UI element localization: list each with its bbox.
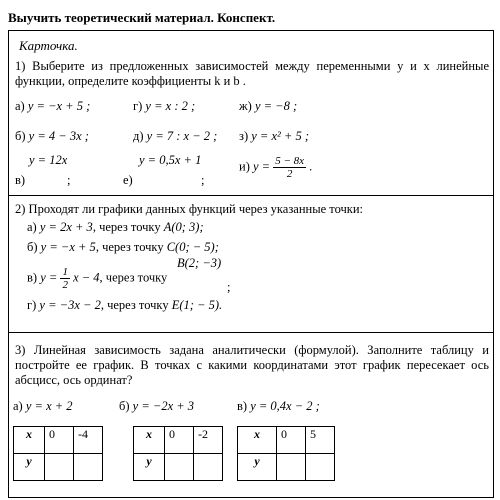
value-table-b (133, 426, 223, 481)
task-3-item-v: в) y = 0,4x − 2 ; (237, 399, 320, 413)
task-1-label-e: е) (123, 173, 133, 187)
y-value-cell[interactable] (194, 454, 223, 481)
task-2-section (9, 196, 493, 333)
value-table-c (237, 426, 335, 481)
value-table-a (13, 426, 103, 481)
task-3-text: 3) Линейная зависимость задана аналитически (формулой). Заполните таблицу и постройте ее график. В точках с какими координатами этот график пересекает ось абсцисс, ось ординат? (15, 343, 489, 387)
task-1-formula-e: y = 0,5x + 1 (139, 153, 202, 167)
table-row (238, 427, 335, 454)
card-frame (8, 30, 494, 498)
table-row (238, 454, 335, 481)
task-1-item-d: д) y = 7 : x − 2 ; (133, 129, 218, 143)
task-1-item-b: б) y = 4 − 3x ; (15, 129, 89, 143)
x-value-cell[interactable]: 0 (45, 427, 74, 454)
task-1-section (9, 31, 493, 196)
x-header: x (14, 427, 45, 454)
task-2-tail-v: ; (227, 280, 231, 294)
y-header: y (14, 454, 45, 481)
task-1-label-v: в) (15, 173, 26, 187)
task-1-tail-e: ; (201, 173, 205, 187)
x-value-cell[interactable]: 0 (277, 427, 306, 454)
task-1-formula-v: y = 12x (29, 153, 68, 167)
y-value-cell[interactable] (45, 454, 74, 481)
task-1-text: 1) Выберите из предложенных зависимостей между переменными y и x линейные функции, определите коэффициенты k и b . (15, 59, 489, 88)
card-label: Карточка. (19, 38, 78, 53)
y-value-cell[interactable] (277, 454, 306, 481)
task-1-item-g: г) y = x : 2 ; (133, 99, 196, 113)
x-header: x (238, 427, 277, 454)
x-value-cell[interactable]: -4 (74, 427, 103, 454)
task-1-item-a: а) y = −x + 5 ; (15, 99, 91, 113)
x-header: x (134, 427, 165, 454)
y-header: y (238, 454, 277, 481)
task-3-section (9, 333, 493, 497)
task-3-item-a: а) y = x + 2 (13, 399, 73, 413)
task-1-item-zh: ж) y = −8 ; (239, 99, 298, 113)
task-1-item-z: з) y = x² + 5 ; (239, 129, 309, 143)
task-1-tail-v: ; (67, 173, 71, 187)
table-row (134, 427, 223, 454)
x-value-cell[interactable]: 0 (165, 427, 194, 454)
x-value-cell[interactable]: 5 (306, 427, 335, 454)
task-2-item-g: г) y = −3x − 2, через точку E(1; − 5). (27, 298, 223, 312)
task-2-text: 2) Проходят ли графики данных функций через указанные точки: (15, 202, 364, 216)
task-2-point-b: B(2; −3) (177, 256, 222, 270)
page-title: Выучить теоретический материал. Конспект. (8, 10, 276, 25)
table-row (134, 454, 223, 481)
x-value-cell[interactable]: -2 (194, 427, 223, 454)
task-2-item-b: б) y = −x + 5, через точку C(0; − 5); (27, 240, 219, 254)
y-value-cell[interactable] (74, 454, 103, 481)
y-value-cell[interactable] (165, 454, 194, 481)
task-2-item-v: в) y = $\frac{1}{2}$ x − 4, через точку (27, 266, 168, 291)
y-value-cell[interactable] (306, 454, 335, 481)
table-row (14, 427, 103, 454)
task-2-item-a: а) y = 2x + 3, через точку A(0; 3); (27, 220, 204, 234)
y-header: y (134, 454, 165, 481)
task-1-item-i: и) y = $\frac{5 - 8x}{2}$ . (239, 155, 313, 180)
table-row (14, 454, 103, 481)
task-3-item-b: б) y = −2x + 3 (119, 399, 195, 413)
